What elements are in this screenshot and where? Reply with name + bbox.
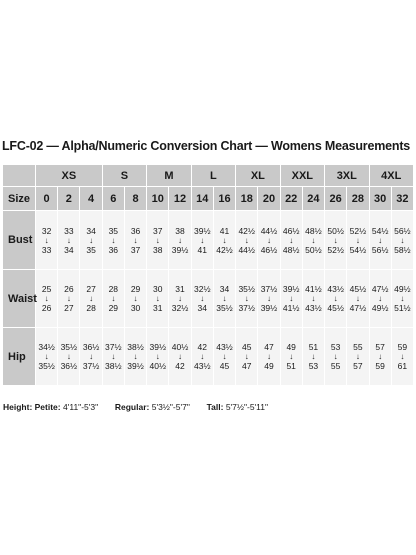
chart-title: LFC-02 — Alpha/Numeric Conversion Chart — Womens Measurements [2,139,411,153]
tall-label: Tall: [206,402,224,412]
arrow-down-icon: ↓ [111,294,116,303]
arrow-down-icon: ↓ [333,235,338,245]
numeric-size-4: 4 [80,187,102,211]
arrow-down-icon: ↓ [200,352,205,361]
arrow-down-icon: ↓ [133,235,138,245]
hip-range-to: 59 [375,361,385,371]
arrow-down-icon: ↓ [400,352,405,361]
hip-range-to: 38½ [105,361,122,371]
bust-range-from: 32 [41,225,52,236]
waist-range-from: 35½ [238,284,255,294]
arrow-down-icon: ↓ [222,352,227,361]
hip-row [3,328,414,386]
waist-range-cell [369,270,391,328]
bust-range-from: 50½ [327,225,344,236]
tall-value: 5'7½"-5'11" [225,402,269,412]
waist-range-to: 29 [108,303,119,313]
waist-range-to: 37½ [238,303,255,313]
waist-range-to: 27 [64,303,74,313]
waist-range-cell [280,270,302,328]
waist-range-to: 26 [41,303,52,313]
waist-range-to: 51½ [394,303,411,313]
waist-range-from: 45½ [349,284,367,294]
waist-range-to: 41½ [282,303,300,313]
bust-range-from: 33 [64,225,74,236]
arrow-down-icon: ↓ [400,235,405,245]
waist-range-from: 39½ [282,284,300,294]
waist-range-cell [325,270,347,328]
row-label-hip: Hip [3,328,36,386]
alpha-size-s: S [102,165,146,187]
hip-range-from: 39½ [149,342,167,352]
waist-range-to: 45½ [327,303,344,313]
arrow-down-icon: ↓ [178,235,183,245]
arrow-down-icon: ↓ [44,352,49,361]
hip-range-from: 49 [286,342,296,352]
bust-range-from: 54½ [371,225,389,236]
arrow-down-icon: ↓ [155,294,160,303]
bust-range-from: 41 [219,225,230,236]
bust-range-cell [169,211,191,270]
bust-range-from: 36 [130,225,141,236]
bust-range-from: 56½ [394,225,411,236]
waist-range-to: 34 [197,303,207,313]
waist-range-from: 43½ [327,284,344,294]
arrow-down-icon: ↓ [266,352,271,361]
alpha-size-4xl: 4XL [369,165,413,187]
waist-range-cell [213,270,235,328]
arrow-down-icon: ↓ [333,352,338,361]
waist-range-to: 39½ [260,303,278,313]
hip-range-to: 55 [330,361,341,371]
bust-range-from: 46½ [282,225,300,236]
hip-range-from: 51 [308,342,319,352]
hip-range-from: 59 [397,342,408,352]
hip-range-to: 40½ [149,361,167,371]
numeric-size-12: 12 [169,187,191,211]
bust-range-to: 58½ [394,244,411,255]
hip-range-from: 57 [375,342,385,352]
waist-range-cell [80,270,102,328]
hip-range-cell [80,328,102,386]
arrow-down-icon: ↓ [222,294,227,303]
bust-range-to: 52½ [327,244,344,255]
bust-range-from: 39½ [193,225,211,236]
arrow-down-icon: ↓ [311,235,316,245]
bust-range-cell [36,211,58,270]
arrow-down-icon: ↓ [333,294,338,303]
waist-range-cell [191,270,213,328]
alpha-size-l: L [191,165,235,187]
arrow-down-icon: ↓ [133,294,138,303]
hip-range-cell [213,328,235,386]
hip-range-from: 43½ [216,342,233,352]
waist-range-from: 25 [41,284,52,294]
numeric-size-20: 20 [258,187,280,211]
bust-range-cell [191,211,213,270]
waist-range-cell [36,270,58,328]
hip-range-cell [280,328,302,386]
petite-label: Height: Petite: [3,402,61,412]
arrow-down-icon: ↓ [222,235,227,245]
bust-range-cell [347,211,369,270]
alpha-size-xxl: XXL [280,165,324,187]
numeric-size-26: 26 [325,187,347,211]
hip-range-from: 40½ [171,342,189,352]
waist-range-from: 26 [64,284,74,294]
hip-range-from: 55 [353,342,363,352]
hip-range-to: 61 [397,361,408,371]
bust-range-to: 35 [86,244,96,255]
bust-range-cell [280,211,302,270]
arrow-down-icon: ↓ [155,352,160,361]
bust-range-cell [302,211,324,270]
numeric-size-14: 14 [191,187,213,211]
bust-range-to: 38 [153,244,163,255]
bust-range-from: 38 [175,225,185,236]
hip-range-to: 39½ [127,361,144,371]
arrow-down-icon: ↓ [289,235,294,245]
bust-range-cell [102,211,124,270]
numeric-size-6: 6 [102,187,124,211]
hip-range-from: 35½ [60,342,78,352]
bust-range-from: 37 [153,225,163,236]
waist-range-cell [302,270,324,328]
bust-range-to: 36 [108,244,119,255]
waist-range-from: 30 [153,284,163,294]
arrow-down-icon: ↓ [200,235,205,245]
bust-range-to: 34 [64,244,74,255]
waist-range-from: 29 [130,284,141,294]
waist-range-to: 47½ [349,303,367,313]
hip-range-cell [191,328,213,386]
alpha-size-xl: XL [236,165,280,187]
petite-value: 4'11"-5'3" [63,402,99,412]
hip-range-cell [347,328,369,386]
bust-range-cell [369,211,391,270]
arrow-down-icon: ↓ [355,235,360,245]
waist-range-from: 34 [219,284,230,294]
row-label-bust: Bust [3,211,36,270]
regular-label: Regular: [114,402,150,412]
arrow-down-icon: ↓ [111,352,116,361]
arrow-down-icon: ↓ [244,235,249,245]
numeric-size-30: 30 [369,187,391,211]
hip-range-cell [124,328,146,386]
waist-range-cell [347,270,369,328]
bust-range-from: 42½ [238,225,255,236]
arrow-down-icon: ↓ [378,294,383,303]
waist-range-cell [236,270,258,328]
arrow-down-icon: ↓ [289,294,294,303]
bust-range-to: 33 [41,244,52,255]
arrow-down-icon: ↓ [66,294,71,303]
bust-range-to: 44½ [238,244,255,255]
numeric-size-0: 0 [36,187,58,211]
numeric-size-10: 10 [147,187,169,211]
alpha-size-3xl: 3XL [325,165,369,187]
waist-range-from: 31 [175,284,185,294]
hip-range-to: 53 [308,361,319,371]
hip-range-to: 51 [286,361,296,371]
bust-range-to: 41 [197,244,207,255]
arrow-down-icon: ↓ [244,294,249,303]
numeric-size-24: 24 [302,187,324,211]
waist-range-cell [147,270,169,328]
hip-range-to: 43½ [193,361,211,371]
hip-range-to: 35½ [38,361,55,371]
hip-range-cell [325,328,347,386]
arrow-down-icon: ↓ [133,352,138,361]
arrow-down-icon: ↓ [311,352,316,361]
alpha-size-xs: XS [36,165,103,187]
bust-range-cell [391,211,413,270]
bust-range-from: 52½ [349,225,367,236]
arrow-down-icon: ↓ [44,235,49,245]
arrow-down-icon: ↓ [289,352,294,361]
waist-range-cell [58,270,80,328]
hip-range-to: 57 [353,361,363,371]
numeric-size-18: 18 [236,187,258,211]
waist-range-from: 32½ [193,284,211,294]
hip-range-cell [258,328,280,386]
bust-range-from: 44½ [260,225,278,236]
hip-range-to: 42 [175,361,185,371]
waist-range-from: 27 [86,284,96,294]
row-label-waist: Waist [3,270,36,328]
numeric-size-22: 22 [280,187,302,211]
bust-range-to: 56½ [371,244,389,255]
arrow-down-icon: ↓ [178,294,183,303]
hip-range-to: 45 [219,361,230,371]
bust-range-cell [124,211,146,270]
numeric-size-32: 32 [391,187,413,211]
hip-range-from: 36½ [82,342,100,352]
hip-range-cell [302,328,324,386]
hip-range-from: 45 [241,342,252,352]
waist-range-cell [258,270,280,328]
bust-range-to: 46½ [260,244,278,255]
arrow-down-icon: ↓ [66,235,71,245]
arrow-down-icon: ↓ [244,352,249,361]
size-conversion-table [2,164,414,386]
bust-range-cell [213,211,235,270]
bust-range-cell [147,211,169,270]
arrow-down-icon: ↓ [66,352,71,361]
bust-row [3,211,414,270]
arrow-down-icon: ↓ [355,294,360,303]
hip-range-cell [147,328,169,386]
bust-range-cell [258,211,280,270]
arrow-down-icon: ↓ [89,294,94,303]
numeric-size-16: 16 [213,187,235,211]
waist-range-cell [169,270,191,328]
bust-range-from: 48½ [305,225,322,236]
hip-range-to: 36½ [60,361,78,371]
arrow-down-icon: ↓ [266,294,271,303]
height-footer [3,402,415,412]
numeric-size-2: 2 [58,187,80,211]
regular-value: 5'3½"-5'7" [151,402,190,412]
arrow-down-icon: ↓ [178,352,183,361]
waist-range-from: 41½ [305,284,322,294]
bust-range-to: 54½ [349,244,367,255]
hip-range-from: 37½ [105,342,122,352]
hip-range-cell [36,328,58,386]
hip-range-cell [169,328,191,386]
arrow-down-icon: ↓ [89,235,94,245]
alpha-size-m: M [147,165,191,187]
waist-range-to: 35½ [216,303,233,313]
row-label-size: Size [3,187,36,211]
bust-range-cell [236,211,258,270]
hip-range-cell [391,328,413,386]
bust-range-to: 48½ [282,244,300,255]
arrow-down-icon: ↓ [378,352,383,361]
waist-range-from: 28 [108,284,119,294]
waist-range-cell [124,270,146,328]
arrow-down-icon: ↓ [355,352,360,361]
bust-range-to: 37 [130,244,141,255]
hip-range-cell [236,328,258,386]
arrow-down-icon: ↓ [311,294,316,303]
waist-range-from: 37½ [260,284,278,294]
arrow-down-icon: ↓ [89,352,94,361]
hip-range-to: 49 [264,361,274,371]
hip-range-cell [102,328,124,386]
numeric-size-row [3,187,414,211]
hip-range-from: 38½ [127,342,144,352]
waist-range-to: 31 [153,303,163,313]
hip-range-from: 42 [197,342,207,352]
numeric-size-8: 8 [124,187,146,211]
arrow-down-icon: ↓ [200,294,205,303]
header-corner-cell [3,165,36,187]
bust-range-to: 50½ [305,244,322,255]
hip-range-cell [369,328,391,386]
waist-range-from: 49½ [394,284,411,294]
bust-range-from: 34 [86,225,96,236]
arrow-down-icon: ↓ [400,294,405,303]
bust-range-to: 42½ [216,244,233,255]
bust-range-to: 39½ [171,244,189,255]
hip-range-from: 47 [264,342,274,352]
bust-range-cell [325,211,347,270]
hip-range-cell [58,328,80,386]
waist-range-to: 43½ [305,303,322,313]
waist-range-to: 49½ [371,303,389,313]
waist-row [3,270,414,328]
waist-range-cell [102,270,124,328]
bust-range-cell [80,211,102,270]
hip-range-to: 37½ [82,361,100,371]
waist-range-to: 30 [130,303,141,313]
hip-range-from: 34½ [38,342,55,352]
waist-range-to: 32½ [171,303,189,313]
bust-range-from: 35 [108,225,119,236]
numeric-size-28: 28 [347,187,369,211]
arrow-down-icon: ↓ [111,235,116,245]
waist-range-cell [391,270,413,328]
hip-range-from: 53 [330,342,341,352]
bust-range-cell [58,211,80,270]
alpha-size-header-row [3,165,414,187]
arrow-down-icon: ↓ [44,294,49,303]
arrow-down-icon: ↓ [266,235,271,245]
arrow-down-icon: ↓ [155,235,160,245]
arrow-down-icon: ↓ [378,235,383,245]
waist-range-to: 28 [86,303,96,313]
hip-range-to: 47 [241,361,252,371]
waist-range-from: 47½ [371,284,389,294]
